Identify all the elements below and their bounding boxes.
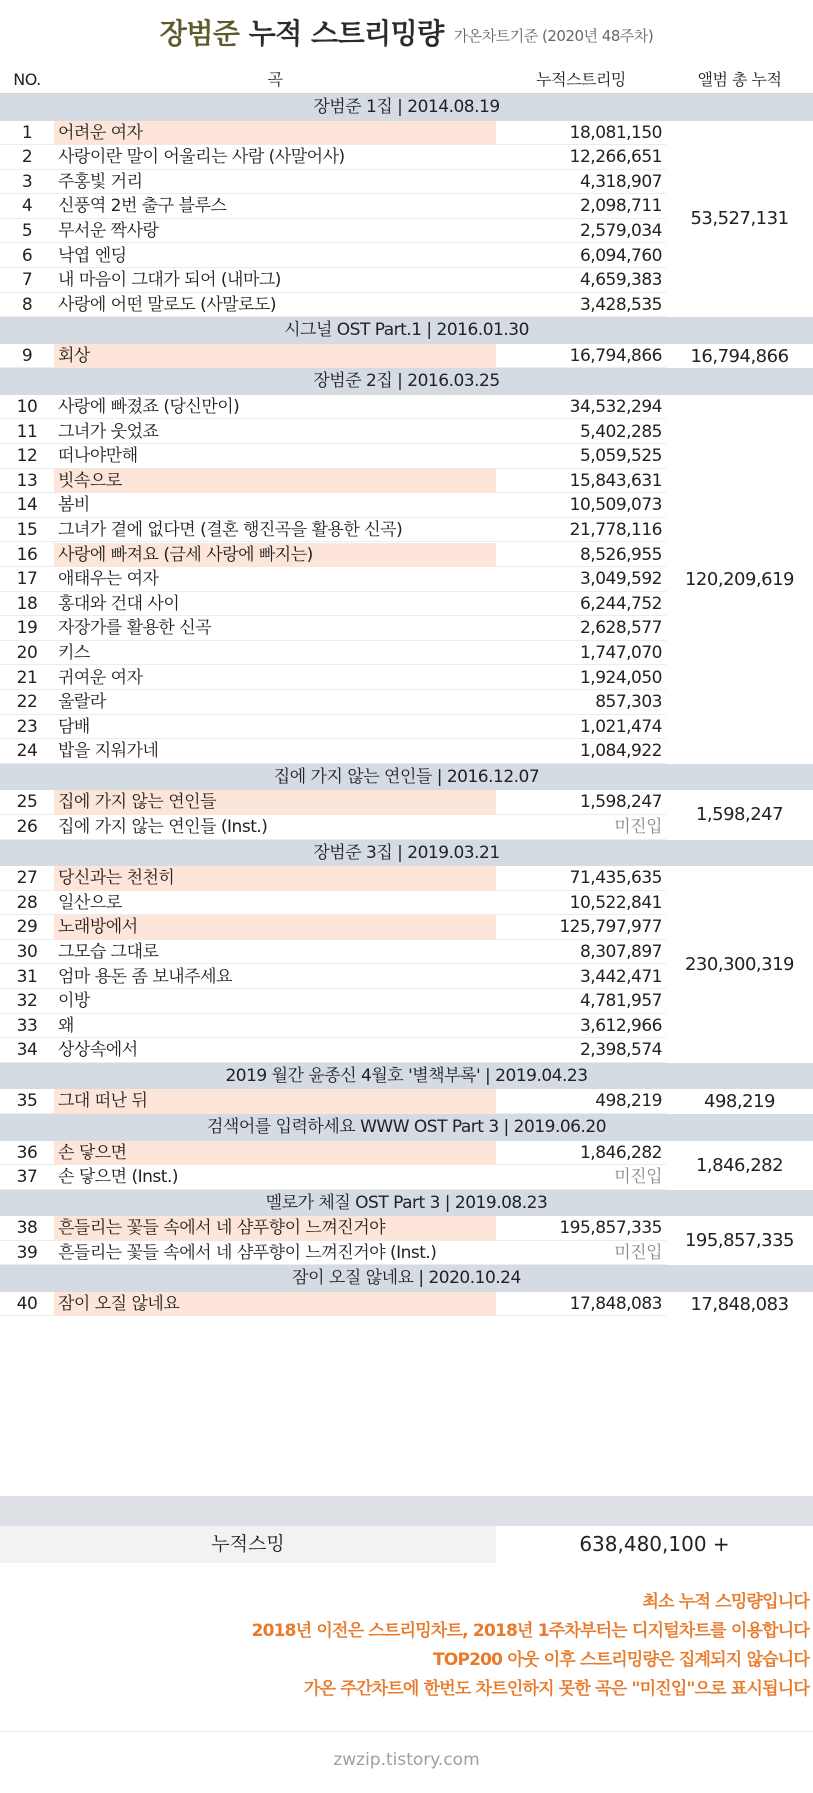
track-streams: 498,219	[595, 1091, 662, 1112]
track-title: 흔들리는 꽃들 속에서 네 샴푸향이 느껴진거야	[54, 1216, 496, 1241]
track-number: 37	[16, 1167, 38, 1188]
track-title: 사랑에 어떤 말로도 (사말로도)	[58, 294, 277, 315]
track-streams: 125,797,977	[559, 917, 662, 938]
track-number: 8	[21, 294, 33, 315]
track-number: 24	[16, 741, 38, 762]
track-title: 주홍빛 거리	[58, 171, 143, 192]
track-streams: 5,402,285	[579, 421, 662, 442]
track-title: 노래방에서	[54, 915, 496, 940]
album-header-row	[0, 1265, 813, 1292]
track-streams: 3,428,535	[579, 294, 662, 315]
album-label: 장범준 3집 | 2019.03.21	[313, 842, 500, 863]
track-number: 5	[21, 220, 33, 241]
album-total: 1,598,247	[666, 790, 813, 839]
track-title: 떠나야만해	[58, 446, 138, 467]
track-streams: 18,081,150	[569, 122, 662, 143]
track-streams: 미진입	[614, 1242, 662, 1263]
track-title: 밥을 지워가네	[58, 741, 159, 762]
track-number: 17	[16, 569, 38, 590]
track-streams: 2,579,034	[579, 220, 662, 241]
album-header-row	[0, 1063, 813, 1090]
track-number: 7	[21, 270, 33, 291]
album-total: 17,848,083	[666, 1292, 813, 1317]
track-number: 2	[21, 147, 33, 168]
track-title: 잠이 오질 않네요	[54, 1292, 496, 1317]
track-title: 사랑에 빠져요 (금세 사랑에 빠지는)	[54, 543, 496, 568]
track-number: 12	[16, 446, 38, 467]
track-number: 21	[16, 667, 38, 688]
album-label: 멜로가 체질 OST Part 3 | 2019.08.23	[265, 1192, 548, 1213]
album-header-row	[0, 94, 813, 121]
track-number: 9	[21, 345, 33, 366]
track-number: 13	[16, 470, 38, 491]
col-stream: 누적스트리밍	[536, 70, 626, 89]
album-header-row	[0, 1190, 813, 1217]
track-number: 22	[16, 692, 38, 713]
track-title: 사랑이란 말이 어울리는 사람 (사말어사)	[58, 147, 345, 168]
track-number: 16	[16, 544, 38, 565]
track-title: 울랄라	[58, 692, 106, 713]
summary-value: 638,480,100 +	[496, 1526, 813, 1563]
title-text: 누적 스트리밍량	[248, 17, 444, 50]
track-streams: 857,303	[595, 692, 662, 713]
note-line: TOP200 아웃 이후 스트리밍량은 집계되지 않습니다	[433, 1650, 809, 1670]
track-title: 손 닿으면 (Inst.)	[58, 1167, 178, 1188]
col-no: NO.	[13, 70, 41, 89]
album-label: 장범준 2집 | 2016.03.25	[313, 371, 500, 392]
track-streams: 10,509,073	[569, 495, 662, 516]
track-number: 25	[16, 792, 38, 813]
track-number: 34	[16, 1040, 38, 1061]
track-number: 20	[16, 642, 38, 663]
track-title: 왜	[58, 1015, 74, 1036]
track-streams: 1,846,282	[579, 1142, 662, 1163]
track-streams: 6,244,752	[579, 593, 662, 614]
page-title	[160, 12, 444, 52]
track-title: 회상	[54, 344, 496, 369]
album-label: 시그널 OST Part.1 | 2016.01.30	[284, 320, 529, 341]
footer-divider	[0, 1731, 813, 1732]
table-spacer	[0, 1496, 813, 1526]
album-total: 1,846,282	[666, 1141, 813, 1190]
track-streams: 3,442,471	[579, 966, 662, 987]
album-header-row	[0, 368, 813, 395]
track-streams: 미진입	[614, 817, 662, 837]
summary-label: 누적스밍	[211, 1533, 285, 1555]
track-streams: 2,398,574	[579, 1040, 662, 1061]
note-line: 최소 누적 스밍량입니다	[642, 1592, 809, 1612]
track-number: 28	[16, 892, 38, 913]
album-total: 195,857,335	[666, 1216, 813, 1265]
track-number: 3	[21, 171, 33, 192]
track-streams: 17,848,083	[569, 1293, 662, 1314]
album-header-row	[0, 764, 813, 791]
track-title: 그녀가 곁에 없다면 (결혼 행진곡을 활용한 신곡)	[58, 519, 403, 540]
album-total: 498,219	[666, 1089, 813, 1114]
track-title: 일산으로	[58, 892, 122, 913]
track-number: 10	[16, 396, 38, 417]
track-title: 신풍역 2번 출구 블루스	[58, 196, 227, 217]
album-total: 230,300,319	[666, 866, 813, 1063]
track-streams: 3,049,592	[579, 569, 662, 590]
album-header-row	[0, 317, 813, 344]
page-header	[0, 0, 813, 64]
notes	[9, 1588, 809, 1704]
track-number: 35	[16, 1091, 38, 1112]
column-header-row	[0, 66, 813, 94]
track-streams: 71,435,635	[569, 868, 662, 889]
track-number: 6	[21, 245, 33, 266]
track-title: 손 닿으면	[54, 1141, 496, 1166]
track-streams: 1,924,050	[579, 667, 662, 688]
album-label: 2019 월간 윤종신 4월호 '별책부록' | 2019.04.23	[225, 1065, 588, 1086]
track-number: 4	[21, 196, 33, 217]
track-number: 30	[16, 941, 38, 962]
track-title: 상상속에서	[58, 1040, 138, 1061]
summary-row	[0, 1526, 813, 1563]
note-line: 가온 주간차트에 한번도 차트인하지 못한 곡은 "미진입"으로 표시됩니다	[304, 1679, 809, 1699]
track-number: 39	[16, 1242, 38, 1263]
track-title: 자장가를 활용한 신곡	[58, 618, 212, 639]
track-title: 그모습 그대로	[58, 941, 159, 962]
album-label: 검색어를 입력하세요 WWW OST Part 3 | 2019.06.20	[206, 1117, 607, 1137]
album-total: 16,794,866	[666, 344, 813, 369]
track-title: 이방	[58, 991, 90, 1012]
track-title: 홍대와 건대 사이	[58, 593, 180, 614]
track-title: 어려운 여자	[54, 121, 496, 146]
track-streams: 1,084,922	[579, 741, 662, 762]
track-title: 사랑에 빠졌죠 (당신만이)	[58, 396, 240, 417]
chart-basis: 가온차트기준 (2020년 48주차)	[453, 26, 654, 45]
track-streams: 8,307,897	[579, 941, 662, 962]
track-title: 그대 떠난 뒤	[54, 1089, 496, 1114]
track-title: 귀여운 여자	[58, 667, 143, 688]
track-number: 33	[16, 1015, 38, 1036]
track-title: 봄비	[58, 495, 90, 516]
track-title: 당신과는 천천히	[54, 866, 496, 891]
col-album-total: 앨범 총 누적	[697, 70, 782, 89]
track-number: 11	[16, 421, 38, 442]
track-title: 집에 가지 않는 연인들	[54, 790, 496, 815]
track-streams: 6,094,760	[579, 245, 662, 266]
album-label: 장범준 1집 | 2014.08.19	[313, 97, 500, 117]
track-title: 그녀가 웃었죠	[58, 421, 159, 442]
track-streams: 4,781,957	[579, 991, 662, 1012]
track-number: 36	[16, 1142, 38, 1163]
artist-name: 장범준	[159, 17, 240, 50]
streaming-table	[0, 66, 813, 1563]
footer-site: zwzip.tistory.com	[333, 1750, 480, 1770]
track-streams: 8,526,955	[579, 544, 662, 565]
track-streams: 1,598,247	[579, 792, 662, 813]
track-number: 31	[16, 966, 38, 987]
col-song: 곡	[267, 70, 283, 89]
track-number: 40	[16, 1293, 38, 1314]
track-number: 15	[16, 519, 38, 540]
album-total: 120,209,619	[666, 395, 813, 764]
track-number: 27	[16, 868, 38, 889]
track-streams: 16,794,866	[569, 345, 662, 366]
track-number: 19	[16, 618, 38, 639]
track-title: 빗속으로	[54, 469, 496, 494]
track-number: 29	[16, 917, 38, 938]
album-header-row	[0, 840, 813, 867]
album-label: 집에 가지 않는 연인들 | 2016.12.07	[273, 766, 540, 787]
album-total: 53,527,131	[666, 121, 813, 318]
track-streams: 1,021,474	[579, 716, 662, 737]
track-streams: 12,266,651	[569, 147, 662, 168]
track-title: 엄마 용돈 좀 보내주세요	[58, 966, 232, 987]
track-number: 23	[16, 716, 38, 737]
track-number: 1	[21, 122, 33, 143]
album-header-row	[0, 1114, 813, 1141]
track-title: 애태우는 여자	[58, 569, 159, 590]
track-title: 무서운 짝사랑	[58, 220, 159, 241]
track-number: 38	[16, 1218, 38, 1239]
track-streams: 2,628,577	[579, 618, 662, 639]
track-streams: 34,532,294	[569, 396, 662, 417]
track-streams: 21,778,116	[569, 519, 662, 540]
track-title: 담배	[58, 716, 90, 737]
track-title: 낙엽 엔딩	[58, 245, 127, 266]
track-title: 키스	[58, 642, 90, 663]
track-number: 32	[16, 991, 38, 1012]
track-streams: 4,318,907	[579, 171, 662, 192]
track-title: 내 마음이 그대가 되어 (내마그)	[58, 270, 281, 291]
track-streams: 미진입	[614, 1167, 662, 1188]
track-number: 18	[16, 593, 38, 614]
note-line: 2018년 이전은 스트리밍차트, 2018년 1주차부터는 디지털차트를 이용합니다	[251, 1621, 809, 1641]
track-number: 26	[16, 817, 38, 837]
track-streams: 15,843,631	[569, 470, 662, 491]
track-streams: 4,659,383	[579, 270, 662, 291]
track-streams: 2,098,711	[579, 196, 662, 217]
track-streams: 1,747,070	[579, 642, 662, 663]
album-label: 잠이 오질 않네요 | 2020.10.24	[292, 1268, 521, 1289]
track-title: 집에 가지 않는 연인들 (Inst.)	[58, 817, 268, 837]
track-number: 14	[16, 495, 38, 516]
track-streams: 3,612,966	[579, 1015, 662, 1036]
track-streams: 10,522,841	[569, 892, 662, 913]
track-streams: 195,857,335	[559, 1218, 662, 1239]
track-streams: 5,059,525	[579, 446, 662, 467]
track-title: 흔들리는 꽃들 속에서 네 샴푸향이 느껴진거야 (Inst.)	[58, 1242, 437, 1263]
